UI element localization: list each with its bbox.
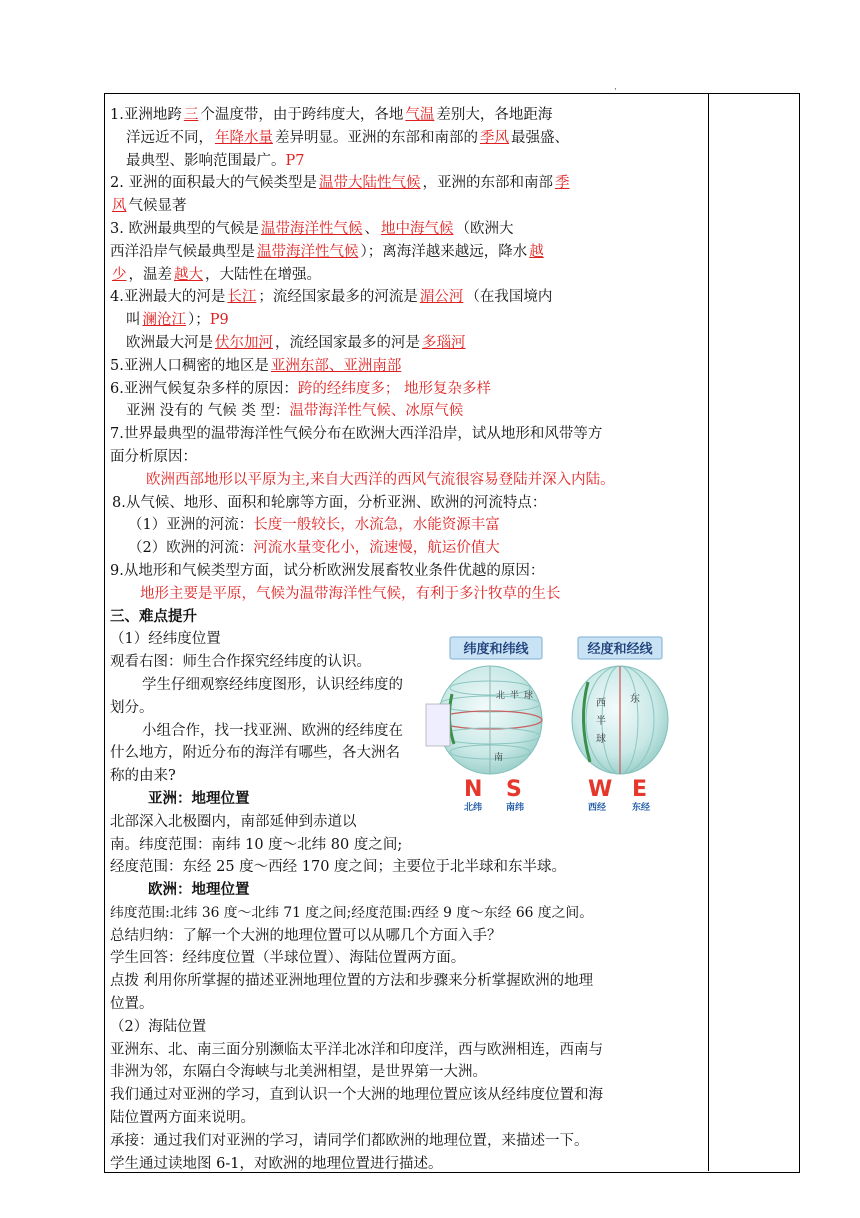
answer-text: 长度一般较长，水流急，水能资源丰富 [253, 517, 500, 534]
p1: 观看右图：师生合作探究经纬度的认识。 [110, 654, 371, 671]
longitude-globe [572, 666, 668, 774]
sea-line3: 我们通过对亚洲的学习，直到认识一个大洲的地理位置应该从经纬度位置和海 [110, 1087, 603, 1104]
asia-line2: 南。纬度范围：南纬 10 度～北纬 80 度之间; [110, 836, 403, 853]
answer-blank: 季 [554, 175, 570, 192]
summary: 总结归纳：了解一个大洲的地理位置可以从哪几个方面入手？ [110, 927, 502, 944]
answer-blank: 越 [529, 243, 544, 260]
globe-label: 半 [596, 716, 606, 727]
q8-line2: （1）亚洲的河流：长度一般较长，水流急，水能资源丰富 [128, 517, 500, 534]
globe-label: 东 [630, 694, 640, 705]
subsection-1: （1）经纬度位置 [110, 631, 221, 648]
latitude-globe [426, 666, 542, 774]
subsection-2: （2）海陆位置 [110, 1018, 207, 1035]
q1-line2: 洋远近不同， 年降水量 差异明显。亚洲的东部和南部的 季风 最强盛、 [126, 129, 569, 146]
e-letter: E [632, 777, 648, 802]
answer-text: 温带海洋性气候、冰原气候 [289, 403, 464, 420]
latitude-title: 纬度和纬线 [463, 642, 529, 657]
globe-label: 西 [596, 698, 606, 709]
answer-text: 河流水量变化小，流速慢，航运价值大 [253, 540, 500, 557]
q1-line3: 最典型、影响范围最广。P7 [126, 152, 305, 169]
answer-blank: 温带海洋性气候 [257, 243, 359, 260]
tip-line1: 点拨 利用你所掌握的描述亚洲地理位置的方法和步骤来分析掌握欧洲的地理 [110, 973, 594, 990]
globe-label: 南 [494, 753, 504, 763]
answer-blank: 多瑙河 [422, 334, 466, 351]
q9-line1: 9.从地形和气候类型方面，试分析欧洲发展畜牧业条件优越的原因： [110, 562, 545, 579]
q4-line3: 欧洲最大河是 伏尔加河 ，流经国家最多的河是 多瑙河 [126, 334, 466, 351]
q1-line1: 1.亚洲地跨 三 个温度带，由于跨纬度大，各地 气温 差别大，各地距海 [110, 107, 553, 123]
student-answer: 学生回答：经纬度位置（半球位置）、海陆位置两方面。 [110, 950, 466, 967]
asia-line3: 经度范围：东经 25 度～西经 170 度之间；主要位于北半球和东半球。 [110, 859, 567, 876]
q8-line3: （2）欧洲的河流：河流水量变化小，流速慢，航运价值大 [128, 540, 500, 557]
answer-blank: 亚洲东部、亚洲南部 [270, 357, 402, 374]
sea-line1: 亚洲东、北、南三面分别濒临太平洋北冰洋和印度洋，西与欧洲相连，西南与 [110, 1041, 603, 1058]
q8-line1: 8.从气候、地形、面积和轮廓等方面，分析亚洲、欧洲的河流特点： [112, 494, 547, 511]
w-letter: W [588, 777, 613, 802]
header-mark: · [614, 85, 617, 95]
q7-line1: 7.世界最典型的温带海洋性气候分布在欧洲大西洋沿岸，试从地形和风带等方 [110, 426, 603, 443]
answer-blank: 温带大陆性气候 [318, 175, 421, 192]
q3-line3: 少 ，温差 越大 ，大陆性在增强。 [112, 266, 321, 283]
globe-illustration [418, 634, 690, 814]
answer-blank: 温带海洋性气候 [260, 220, 363, 237]
q4-line2: 叫 澜沧江 ）；P9 [126, 312, 229, 329]
answer-blank: 三 [183, 107, 199, 123]
page-ref: P9 [209, 312, 229, 329]
n-letter: N [464, 777, 483, 802]
q3-line1: 3. 欧洲最典型的气候是 温带海洋性气候 、 地中海气候 （欧洲大 [110, 220, 514, 237]
q5-line: 5.亚洲人口稠密的地区是 亚洲东部、亚洲南部 [110, 357, 402, 374]
w-label: 西经 [588, 803, 607, 813]
answer-blank: 季风 [480, 129, 509, 146]
answer-blank: 风 [112, 198, 127, 215]
e-label: 东经 [632, 803, 651, 813]
answer-blank: 年降水量 [215, 129, 273, 146]
q9-answer: 地形主要是平原，气候为温带海洋性气候，有利于多汁牧草的生长 [140, 585, 561, 602]
p3: 小组合作，找一找亚洲、欧洲的经纬度在什么地方，附近分布的海洋有哪些，各大洲名称的由来? [110, 722, 403, 785]
globe-label: 北 [496, 691, 506, 701]
answer-blank: 地中海气候 [380, 220, 454, 237]
q2-line2: 风 气候显著 [112, 198, 187, 215]
q4-line1: 4.亚洲最大的河是 长江 ；流经国家最多的河流是 湄公河 （在我国境内 [110, 289, 553, 306]
sea-line6: 学生通过读地图 6-1，对欧洲的地理位置进行描述。 [110, 1155, 443, 1172]
europe-heading: 欧洲：地理位置 [148, 881, 250, 899]
answer-blank: 澜沧江 [142, 312, 186, 329]
answer-blank: 长江 [227, 289, 257, 306]
section-title: 三、难点提升 [110, 607, 197, 625]
europe-line1: 纬度范围:北纬 36 度～北纬 71 度之间;经度范围:西经 9 度～东经 66 度之间。 [110, 904, 593, 921]
q3-line2: 西洋沿岸气候最典型是 温带海洋性气候 ）；离海洋越来越远，降水 越 [110, 243, 544, 260]
table-right-column-divider [708, 93, 709, 1171]
page-ref: P7 [285, 152, 305, 169]
answer-blank: 湄公河 [419, 289, 464, 306]
tip-line2: 位置。 [110, 996, 154, 1013]
answer-blank: 少 [112, 266, 127, 283]
q7-line2: 面分析原因： [110, 448, 197, 465]
s-letter: S [506, 777, 522, 802]
asia-line1: 北部深入北极圈内，南部延伸到赤道以 [110, 813, 357, 830]
globe-label: 球 [524, 691, 534, 701]
q6-line2: 亚洲 没有的 气候 类 型：温带海洋性气候、冰原气候 [126, 403, 464, 420]
globe-label: 半 [510, 691, 520, 701]
asia-heading: 亚洲：地理位置 [148, 789, 250, 807]
q7-answer: 欧洲西部地形以平原为主,来自大西洋的西风气流很容易登陆并深入内陆。 [146, 471, 615, 488]
sea-line5: 承接：通过我们对亚洲的学习，请同学们都欧洲的地理位置，来描述一下。 [110, 1132, 589, 1149]
s-label: 南纬 [506, 803, 525, 813]
lat-long-figure [418, 634, 690, 814]
q6-line1: 6.亚洲气候复杂多样的原因：跨的经纬度多； 地形复杂多样 [110, 380, 491, 397]
longitude-title: 经度和经线 [587, 642, 653, 657]
q2-line1: 2. 亚洲的面积最大的气候类型是 温带大陆性气候 ，亚洲的东部和南部 季 [110, 175, 570, 192]
answer-blank: 越大 [174, 266, 203, 283]
answer-blank: 伏尔加河 [215, 334, 273, 351]
answer-text: 跨的经纬度多； 地形复杂多样 [297, 380, 491, 397]
sea-line2: 非洲为邻，东隔白令海峡与北美洲相望，是世界第一大洲。 [110, 1064, 487, 1081]
n-label: 北纬 [464, 803, 483, 813]
p2: 学生仔细观察经纬度图形，认识经纬度的划分。 [110, 676, 403, 716]
sea-line4: 陆位置两方面来说明。 [110, 1110, 255, 1127]
globe-label: 球 [596, 734, 606, 745]
answer-blank: 气温 [405, 107, 435, 123]
